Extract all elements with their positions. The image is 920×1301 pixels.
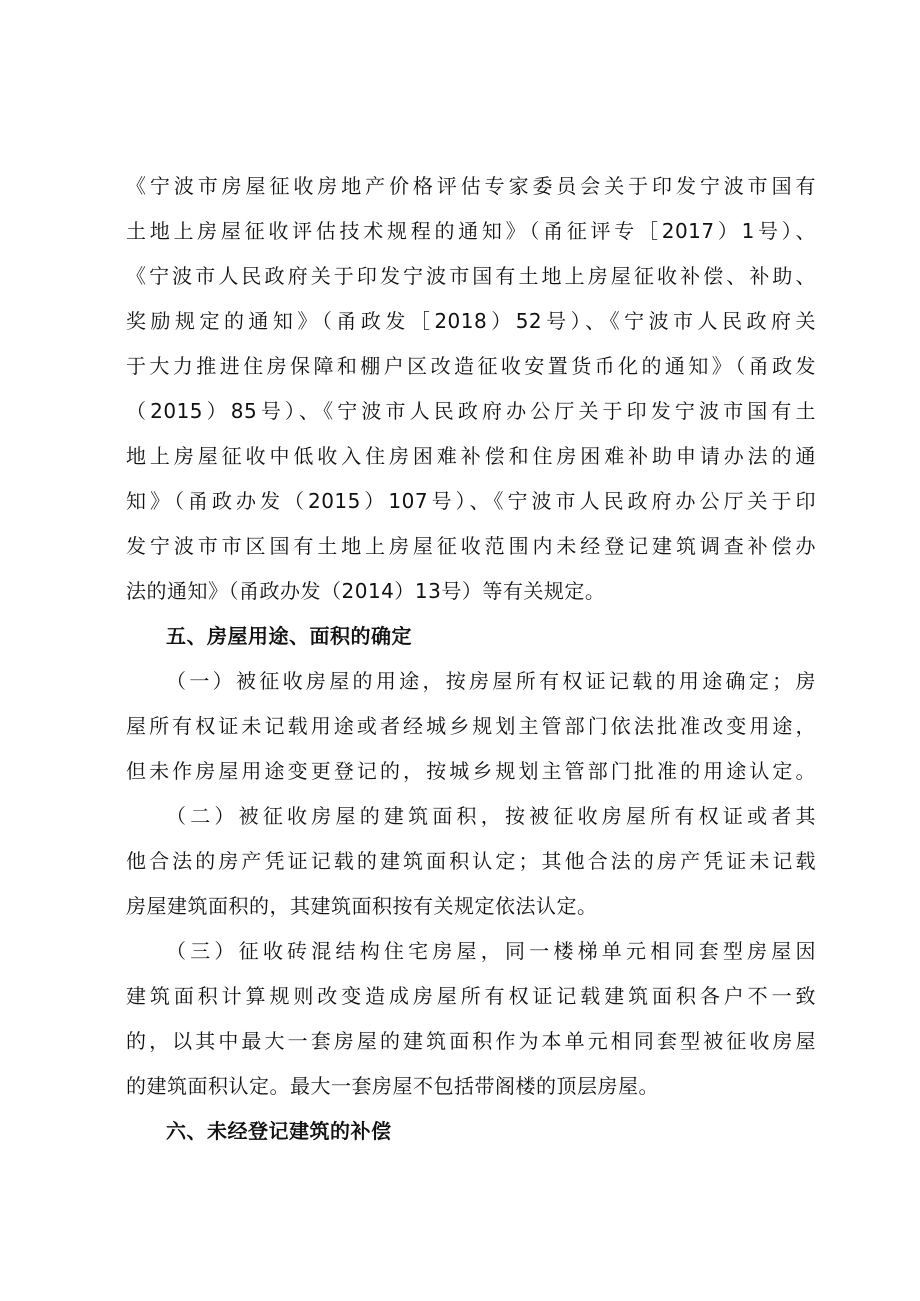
text-line: 土地上房屋征收评估技术规程的通知》（甬征评专［2017）1号）、 — [126, 219, 816, 243]
text-line: 于大力推进住房保障和棚户区改造征收安置货币化的通知》（甬政发 — [126, 354, 816, 378]
section-heading: 六、未经登记建筑的补偿 — [166, 1119, 392, 1143]
section-heading: 五、房屋用途、面积的确定 — [166, 624, 412, 648]
text-line: 的建筑面积认定。最大一套房屋不包括带阁楼的顶层房屋。 — [126, 1074, 659, 1098]
text-line: 的，以其中最大一套房屋的建筑面积作为本单元相同套型被征收房屋 — [126, 1029, 816, 1053]
text-line: 但未作房屋用途变更登记的，按城乡规划主管部门批准的用途认定。 — [126, 759, 816, 783]
text-line: 《宁波市人民政府关于印发宁波市国有土地上房屋征收补偿、补助、 — [126, 264, 816, 288]
text-line: 他合法的房产凭证记载的建筑面积认定；其他合法的房产凭证未记载 — [126, 849, 816, 873]
text-line: （二）被征收房屋的建筑面积，按被征收房屋所有权证或者其 — [166, 804, 816, 828]
text-line: （2015）85号）、《宁波市人民政府办公厅关于印发宁波市国有土 — [126, 399, 816, 423]
text-line: 地上房屋征收中低收入住房困难补偿和住房困难补助申请办法的通 — [126, 444, 816, 468]
text-line: 屋所有权证未记载用途或者经城乡规划主管部门依法批准改变用途， — [126, 714, 816, 738]
text-line: 法的通知》（甬政办发（2014）13号）等有关规定。 — [126, 579, 606, 603]
text-line: （一）被征收房屋的用途，按房屋所有权证记载的用途确定；房 — [166, 669, 816, 693]
text-line: 建筑面积计算规则改变造成房屋所有权证记载建筑面积各户不一致 — [126, 984, 816, 1008]
text-line: 奖励规定的通知》（甬政发［2018）52号）、《宁波市人民政府关 — [126, 309, 816, 333]
text-line: 知》（甬政办发（2015）107号）、《宁波市人民政府办公厅关于印 — [126, 489, 816, 513]
text-line: 发宁波市市区国有土地上房屋征收范围内未经登记建筑调查补偿办 — [126, 534, 816, 558]
text-line: 《宁波市房屋征收房地产价格评估专家委员会关于印发宁波市国有 — [126, 174, 816, 198]
text-line: 房屋建筑面积的，其建筑面积按有关规定依法认定。 — [126, 894, 598, 918]
text-line: （三）征收砖混结构住宅房屋，同一楼梯单元相同套型房屋因 — [166, 939, 816, 963]
